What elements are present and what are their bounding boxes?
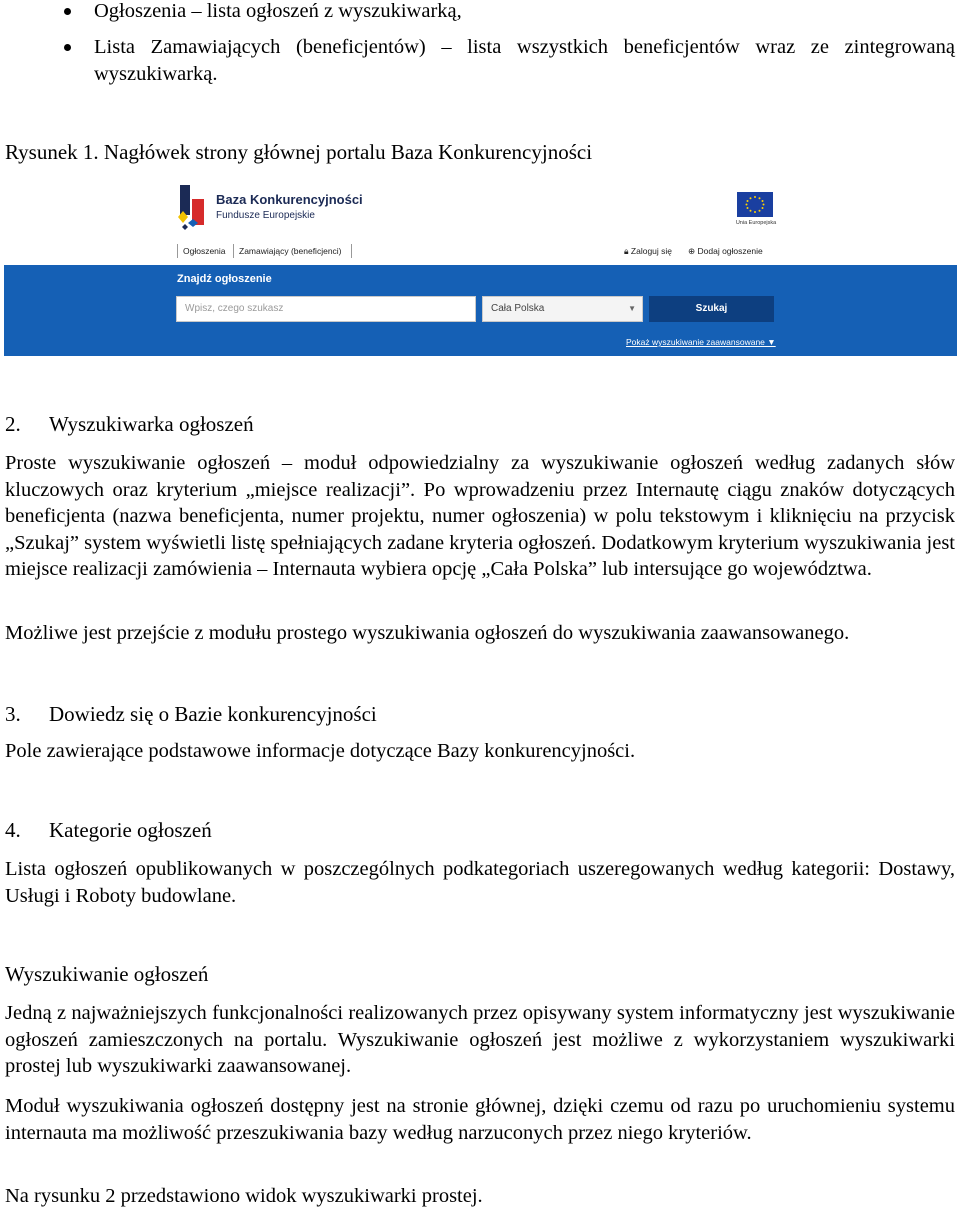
nav-login-label: Zaloguj się [630,246,673,256]
bullet-icon [64,44,71,51]
nav-add-label: Dodaj ogłoszenie [697,246,763,256]
search-input[interactable]: Wpisz, czego szukasz [176,296,476,322]
nav-login[interactable] [624,246,672,257]
paragraph: Moduł wyszukiwania ogłoszeń dostępny jest na stronie głównej, dzięki czemu od razu po uruchomieniu systemu internauta ma możliwość przeszukiwania bazy według narzuconych przez niego kryteriów. [5,1095,955,1144]
find-announcement-title: Znajdź ogłoszenie [177,273,272,285]
section-title: Wyszukiwarka ogłoszeń [49,412,254,436]
portal-header-screenshot [4,178,957,356]
lock-icon: 🔒︎ [624,246,629,256]
section-heading [5,962,208,987]
nav-divider [177,244,178,258]
section-title: Kategorie ogłoszeń [49,818,212,842]
region-select[interactable] [482,296,643,322]
figure-caption: Rysunek 1. Nagłówek strony głównej portalu Baza Konkurencyjności [5,140,593,164]
chevron-down-icon: ▼ [628,304,636,313]
region-value: Cała Polska [491,303,545,314]
paragraph: Proste wyszukiwanie ogłoszeń – moduł odpowiedzialny za wyszukiwanie ogłoszeń według zadanych słów kluczowych oraz kryterium „miejsce realizacji”. Po wprowadzeniu przez Internautę ciągu znaków dotyczących beneficjenta (nazwa beneficjenta, numer projektu, numer ogłoszenia) w polu tekstowym i kliknięciu na przycisk „Szukaj” system wyświetli listę spełniających zadane kryteria ogłoszeń. Dodatkowym kryterium wyszukiwania jest miejsce realizacji zamówienia – Internauta wybiera opcję „Cała Polska” lub intersujące go województwa. [5,452,955,580]
section-number: 2. [5,412,21,436]
section-heading [5,702,377,727]
logo-title: Baza Konkurencyjności [216,192,363,207]
section-title: Wyszukiwanie ogłoszeń [5,962,209,986]
section-heading [5,818,212,843]
bullet-item [0,0,960,25]
advanced-search-link[interactable]: Pokaż wyszukiwanie zaawansowane ▼ [626,337,776,347]
logo-subtitle: Fundusze Europejskie [216,210,315,221]
bullet-icon [64,8,71,15]
bullet-text: Ogłoszenia – lista ogłoszeń z wyszukiwarką, [94,0,462,22]
portal-nav [174,241,779,263]
bullet-item [0,34,960,88]
bullet-text: Lista Zamawiających (beneficjentów) – lista wszystkich beneficjentów wraz ze zintegrowaną wyszukiwarką. [94,36,955,85]
paragraph: Na rysunku 2 przedstawiono widok wyszukiwarki prostej. [5,1185,483,1207]
paragraph: Lista ogłoszeń opublikowanych w poszczególnych podkategoriach uszeregowanych według kategorii: Dostawy, Usługi i Roboty budowlane. [5,858,955,907]
paragraph: Możliwe jest przejście z modułu prostego wyszukiwania ogłoszeń do wyszukiwania zaawansowanego. [5,622,850,644]
search-band [4,265,957,356]
portal-top-bar [4,178,957,265]
fundusze-europejskie-logo-icon [174,183,214,235]
plus-circle-icon: ⊕ [688,246,696,256]
nav-add-announcement[interactable] [688,246,763,257]
nav-announcements[interactable]: Ogłoszenia [183,246,226,256]
eu-flag-icon [737,192,773,217]
eu-label: Unia Europejska [735,220,777,226]
nav-divider [233,244,234,258]
paragraph: Jedną z najważniejszych funkcjonalności realizowanych przez opisywany system informatyczny jest wyszukiwanie ogłoszeń zamieszczonych na portalu. Wyszukiwanie ogłoszeń jest możliwe z wykorzystaniem wyszukiwarki prostej lub wyszukiwarki zaawansowanej. [5,1002,955,1077]
search-button[interactable]: Szukaj [649,296,774,322]
section-number: 3. [5,702,21,726]
paragraph: Pole zawierające podstawowe informacje dotyczące Bazy konkurencyjności. [5,740,636,762]
nav-divider [351,244,352,258]
section-title: Dowiedz się o Bazie konkurencyjności [49,702,377,726]
section-number: 4. [5,818,21,842]
section-heading [5,412,254,437]
nav-beneficiaries[interactable]: Zamawiający (beneficjenci) [239,246,342,256]
